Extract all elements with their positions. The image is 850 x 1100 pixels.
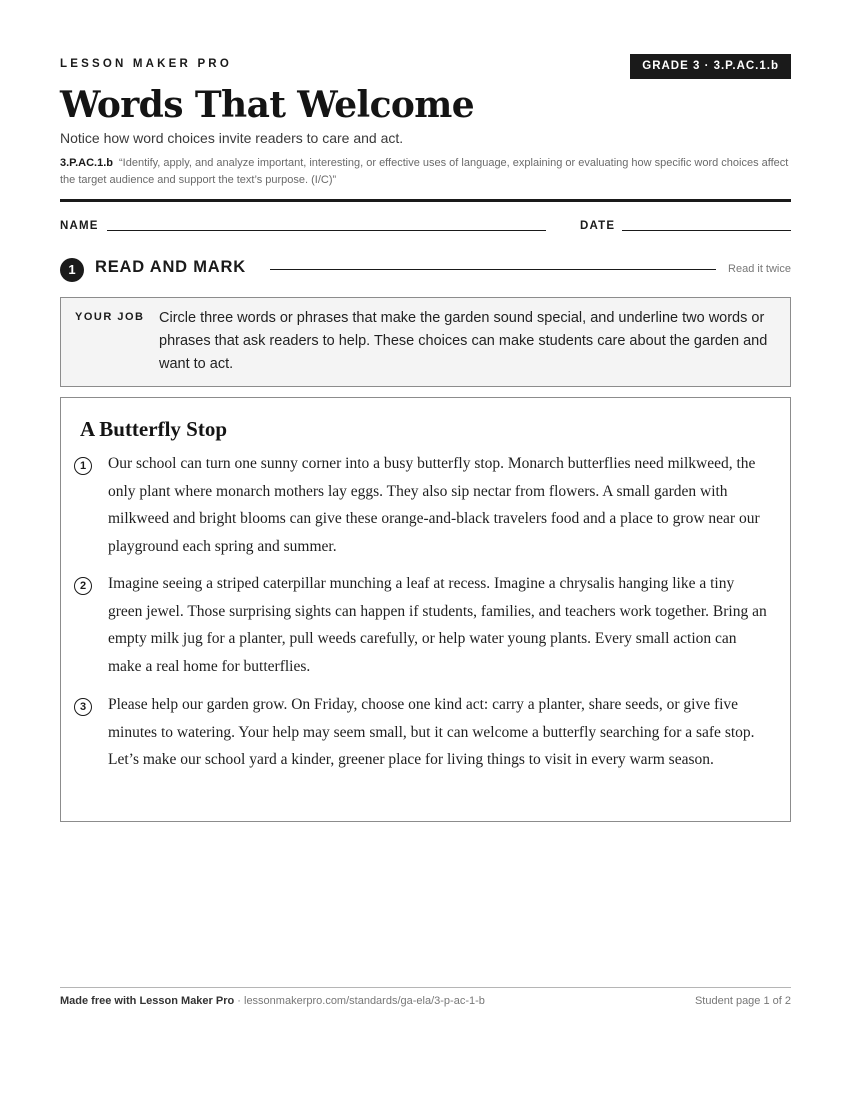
footer-page-number: Student page 1 of 2 <box>694 995 791 1007</box>
section-number-badge: 1 <box>60 258 84 282</box>
standard-description <box>60 155 791 189</box>
passage-title: A Butterfly Stop <box>80 417 227 441</box>
worksheet-page <box>60 0 791 1100</box>
date-label: DATE <box>580 220 616 232</box>
section-note: Read it twice <box>728 263 791 275</box>
grade-badge: GRADE 3 · 3.P.AC.1.b <box>630 54 791 79</box>
section-title: READ AND MARK <box>95 258 246 276</box>
section-divider <box>270 269 716 270</box>
paragraph-number: 3 <box>74 698 92 716</box>
paragraph-text: Our school can turn one sunny corner into a busy butterfly stop. Monarch butterflies need milkweed, the only plant where monarch mothers lay eggs. They also sip nectar from flowers. A small garden with milkweed and bright blooms can give these orange-and-black travelers food and a place to grow near our playground each spring and summer. <box>108 455 760 555</box>
your-job-label: YOUR JOB <box>75 311 145 323</box>
footer-url[interactable]: lessonmakerpro.com/standards/ga-ela/3-p-ac-1-b <box>244 995 485 1007</box>
brand-name: LESSON MAKER PRO <box>60 58 232 70</box>
your-job-box <box>60 297 791 387</box>
standard-code: 3.P.AC.1.b <box>60 157 113 169</box>
header-divider <box>60 199 791 202</box>
page-title: Words That Welcome <box>60 84 475 126</box>
name-field[interactable] <box>107 230 546 231</box>
footer-made-with: Made free with Lesson Maker Pro <box>60 995 235 1007</box>
date-field[interactable] <box>622 230 791 231</box>
name-label: NAME <box>60 220 99 232</box>
paragraph-number: 1 <box>74 457 92 475</box>
standard-text: “Identify, apply, and analyze important, interesting, or effective uses of language, explaining or evaluating how specific word choices affect the target audience and support the text’s purpose. (I/C)” <box>60 157 789 186</box>
paragraph-text: Please help our garden grow. On Friday, choose one kind act: carry a planter, share seeds, or give five minutes to watering. Your help may seem small, but it can welcome a butterfly searching for a safe stop. Let’s make our school yard a kinder, greener place for living things to visit in every warm season. <box>108 696 755 768</box>
your-job-instructions: Circle three words or phrases that make the garden sound special, and underline two words or phrases that ask readers to help. These choices can make students care about the garden and want to act. <box>159 310 768 372</box>
paragraph-number: 2 <box>74 577 92 595</box>
footer-separator: · <box>234 995 244 1007</box>
footer-divider <box>60 987 791 988</box>
paragraph-text: Imagine seeing a striped caterpillar munching a leaf at recess. Imagine a chrysalis hanging like a tiny green jewel. Those surprising sights can happen if students, families, and teachers work together. Bring an empty milk jug for a planter, pull weeds carefully, or help water young plants. Every small action can make a real home for butterflies. <box>108 575 767 675</box>
footer-credit <box>60 995 485 1007</box>
page-subtitle: Notice how word choices invite readers to care and act. <box>60 130 404 146</box>
